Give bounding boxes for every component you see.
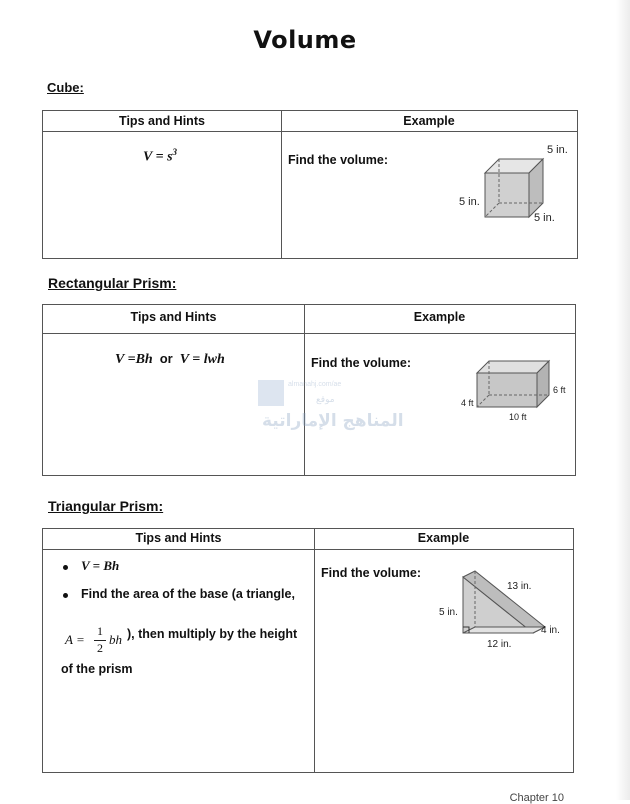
rect-formula-b: V = lwh [179,352,225,367]
cube-dim-left: 5 in. [459,196,480,208]
rect-formula [115,351,225,368]
cube-table [42,110,578,259]
cube-section-label: Cube: [47,80,84,95]
watermark-arabic-top: موقع [316,395,335,405]
tri-find-text: Find the volume: [321,566,421,580]
cube-table-divider [281,111,282,258]
tri-bullet-2 [63,593,68,598]
tri-tips-header: Tips and Hints [135,531,222,545]
tri-bottom-face [463,627,545,633]
rect-dim-length: 10 ft [509,412,527,422]
cube-formula-text: V = s [143,149,173,165]
tri-bullet1-formula: V = Bh [81,558,120,573]
tri-table [42,528,574,773]
tri-prism-figure [423,569,575,655]
page-footer: Chapter 10 [509,792,564,804]
tri-bullet-1 [63,565,68,570]
page-title: Volume [253,26,357,54]
cube-dim-top: 5 in. [547,144,568,156]
watermark-site: almanahj.com/ae [288,381,342,388]
rect-find-text: Find the volume: [311,356,411,370]
rect-example-header: Example [413,310,466,324]
cube-formula [143,147,177,166]
watermark-arabic-main: المناهج الإماراتية [262,411,404,431]
tri-dim-base: 12 in. [487,639,512,650]
cube-formula-exponent: 3 [172,147,178,157]
tri-dim-hypotenuse: 13 in. [507,581,532,592]
rect-tips-header: Tips and Hints [130,310,217,324]
tri-line3-text: ), then multiply by the height [127,627,298,641]
tri-frac-num: 1 [97,624,103,638]
tri-frac-prefix: A = [65,632,85,647]
rect-formula-a: V =Bh [115,352,153,367]
cube-tips-header: Tips and Hints [119,114,205,128]
tri-bullet2-text: Find the area of the base (a triangle, [81,587,295,601]
cube-table-header-rule [43,131,577,132]
rect-dim-width: 4 ft [461,398,474,408]
tri-frac-suffix: bh [109,632,122,647]
tri-dim-height: 5 in. [439,607,458,618]
cube-example-header: Example [403,114,455,128]
site-watermark [258,376,404,436]
cube-find-text: Find the volume: [288,153,388,167]
page-edge-shadow [616,0,630,800]
tri-line4-text: of the prism [61,662,133,676]
tri-table-divider [314,529,315,772]
tri-section-label: Triangular Prism: [48,498,164,514]
tri-table-header-rule [43,549,573,550]
tri-dim-depth: 4 in. [541,625,560,636]
rect-front-face [477,373,537,407]
rect-formula-or: or [159,351,173,366]
tri-frac-den: 2 [97,641,103,655]
tri-example-header: Example [417,531,470,545]
cube-dim-right: 5 in. [534,212,555,224]
rect-section-label: Rectangular Prism: [48,275,177,291]
rect-prism-figure [453,351,577,431]
cube-figure [443,139,583,229]
rect-dim-height: 6 ft [553,385,566,395]
rect-table-header-rule [43,333,575,334]
watermark-logo-icon [258,380,284,406]
